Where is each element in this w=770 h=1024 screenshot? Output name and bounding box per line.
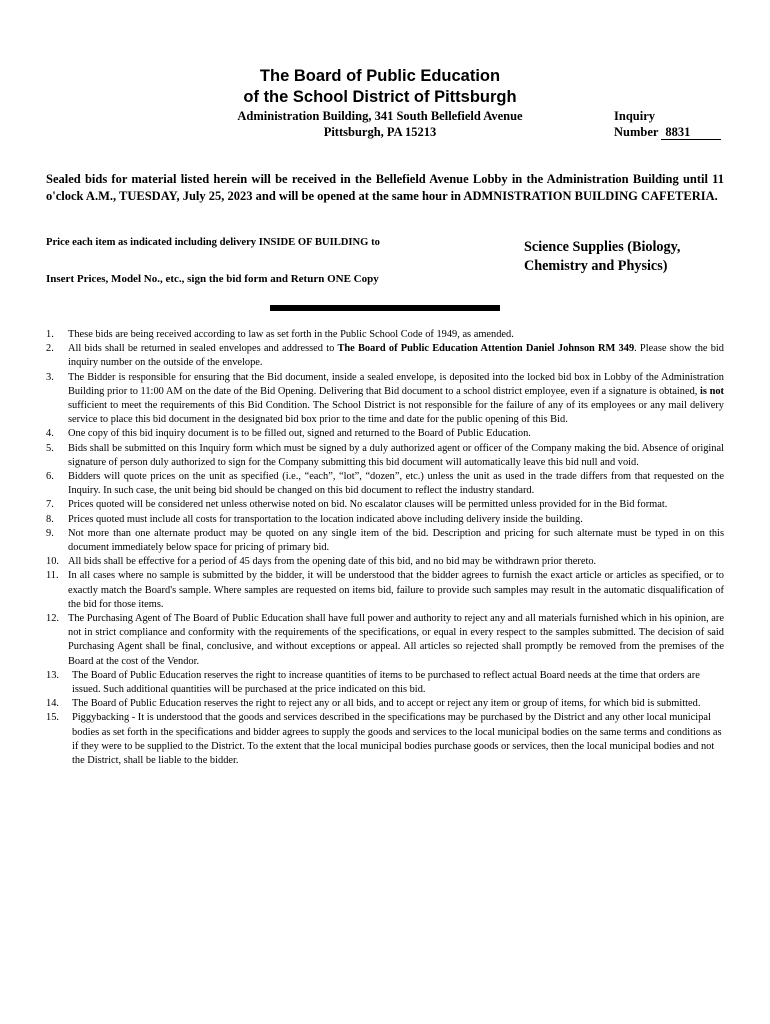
term-number: 6. <box>46 471 54 483</box>
address-line-1: Administration Building, 341 South Bellefield Avenue <box>237 109 523 123</box>
term-item <box>46 697 724 711</box>
term-number: 5. <box>46 442 54 454</box>
term-item <box>46 569 724 612</box>
term-text: All bids shall be returned in sealed envelopes and addressed to The Board of Public Education Attention Daniel Johnson RM 349. Please show the bid inquiry number on the outside of the envelope. <box>68 343 724 369</box>
term-item <box>46 427 724 441</box>
bid-notice: Sealed bids for material listed herein will be received in the Bellefield Avenue Lobby in the Administration Building until 11 o'clock A.M., TUESDAY, July 25, 2023 and will be opened at the same hour in ADMNISTRATION BUILDING CAFETERIA. <box>46 172 724 203</box>
term-number: 3. <box>46 371 54 383</box>
term-item <box>46 555 724 569</box>
term-text: The Bidder is responsible for ensuring that the Bid document, inside a sealed envelope, is deposited into the locked bid box in Lobby of the Administration Building prior to 11:00 AM on the date of the Bid Opening. Delivering that Bid document to a school district employee, even if a signature is obtained, is not sufficient to meet the requirements of this Bid Condition. The School District is not responsible for the failure of any of its employees or any mail delivery service to place this bid document in the designated bid box prior to the time and date for the public opening of this Bid. <box>68 371 724 426</box>
number-label: Number <box>614 125 659 139</box>
term-number: 8. <box>46 513 54 525</box>
address-line-2: Pittsburgh, PA 15213 <box>323 125 437 139</box>
term-number: 14. <box>46 698 59 710</box>
page-title-line-2: of the School District of Pittsburgh <box>243 88 517 106</box>
term-text: One copy of this bid inquiry document is to be filled out, signed and returned to the Board of Public Education. <box>68 428 531 440</box>
term-number: 7. <box>46 499 54 511</box>
term-item <box>46 612 724 669</box>
term-number: 1. <box>46 329 54 340</box>
term-text: All bids shall be effective for a period of 45 days from the opening date of this bid, and no bid may be withdrawn prior thereto. <box>68 556 597 568</box>
term-item <box>46 470 724 498</box>
term-number: 13. <box>46 669 59 681</box>
category-line-1: Science Supplies (Biology, <box>524 239 681 255</box>
term-emphasis: is not <box>700 385 724 397</box>
term-text: Bids shall be submitted on this Inquiry form which must be signed by a duly authorized agent or officer of the Company making the bid. Absence of original signature of person duly authorized to sign for the Company submitting this bid document will automatically leave this bid null and void. <box>68 442 724 468</box>
inquiry-block <box>614 108 721 140</box>
term-number: 10. <box>46 556 59 568</box>
term-text: Prices quoted must include all costs for transportation to the location indicated above including delivery inside the building. <box>68 513 583 525</box>
term-number: 11. <box>46 570 59 582</box>
term-number: 2. <box>46 343 54 355</box>
term-item <box>46 669 724 697</box>
divider-bar <box>270 305 500 311</box>
term-emphasis: The Board of Public Education Attention Daniel Johnson RM 349 <box>337 343 635 355</box>
term-text: The Purchasing Agent of The Board of Public Education shall have full power and authority to reject any and all materials furnished which in his opinion, are not in strict compliance and conformity with the requirements of the specifications, or equal in every respect to the samples submitted. The decision of said Purchasing Agent shall be final, conclusive, and without exceptions or appeal. All articles so rejected shall promptly be removed from the premises of the Board at the cost of the Vendor. <box>68 613 724 667</box>
term-item <box>46 527 724 555</box>
term-item <box>46 371 724 428</box>
term-number: 4. <box>46 428 54 440</box>
category-line-2: Chemistry and Physics) <box>524 258 668 274</box>
term-item <box>46 498 724 512</box>
term-item <box>46 513 724 527</box>
terms-list <box>46 328 724 768</box>
price-instruction: Price each item as indicated including delivery INSIDE OF BUILDING to <box>46 237 380 248</box>
bid-category <box>524 238 734 276</box>
term-text: The Board of Public Education reserves the right to increase quantities of items to be purchased to reflect actual Board needs at the time that orders are issued. Such additional quantities will be purchased at the price indicated on this bid. <box>72 669 700 696</box>
term-text: In all cases where no sample is submitted by the bidder, it will be understood that the bidder agrees to furnish the exact article or articles as specified, or to exactly match the Board's sample. Where samples are requested on items bid, failure to provide such samples may result in the automatic disqualification of the bid for those items. <box>68 570 724 610</box>
inquiry-number-row <box>614 124 721 140</box>
term-text: The Board of Public Education reserves the right to reject any or all bids, and to accept or reject any item or group of items, for which bid is submitted. <box>72 698 701 710</box>
term-text: These bids are being received according to law as set forth in the Public School Code of 1949, as amended. <box>68 329 514 340</box>
term-item <box>46 442 724 470</box>
term-item <box>46 711 724 768</box>
term-text: Bidders will quote prices on the unit as specified (i.e., “each”, “lot”, “dozen”, etc.) unless the unit as used in the trade differs from that requested on the Inquiry. In such case, the unit being bid should be changed on this bid document to reflect the industry standard. <box>68 471 724 497</box>
term-text: Prices quoted will be considered net unless otherwise noted on bid. No escalator clauses will be permitted unless provided for in the Bid format. <box>68 499 668 511</box>
inquiry-label: Inquiry <box>614 109 655 123</box>
term-number: 15. <box>46 712 59 724</box>
term-item <box>46 342 724 370</box>
inquiry-number-field[interactable]: 8831 <box>661 125 721 140</box>
term-text: Not more than one alternate product may be quoted on any single item of the bid. Description and pricing for such alternate must be typed in on this document immediately below space for pricing of primary bid. <box>68 527 724 554</box>
term-number: 12. <box>46 613 59 625</box>
term-number: 9. <box>46 527 54 539</box>
term-item <box>46 328 724 342</box>
term-text: Piggybacking - It is understood that the goods and services described in the specifications may be purchased by the District and any other local municipal bodies as set forth in the specifications and bidder agrees to supply the goods and services to the local municipal bodies on the same terms and conditions as if they were to be supplied to the District. To the extent that the local municipal bodies purchase goods or services, then the local municipal bodies and not the District, shall be liable to the bidder. <box>72 712 722 767</box>
insert-prices-instruction: Insert Prices, Model No., etc., sign the bid form and Return ONE Copy <box>46 273 379 285</box>
page-title-line-1: The Board of Public Education <box>259 67 501 85</box>
